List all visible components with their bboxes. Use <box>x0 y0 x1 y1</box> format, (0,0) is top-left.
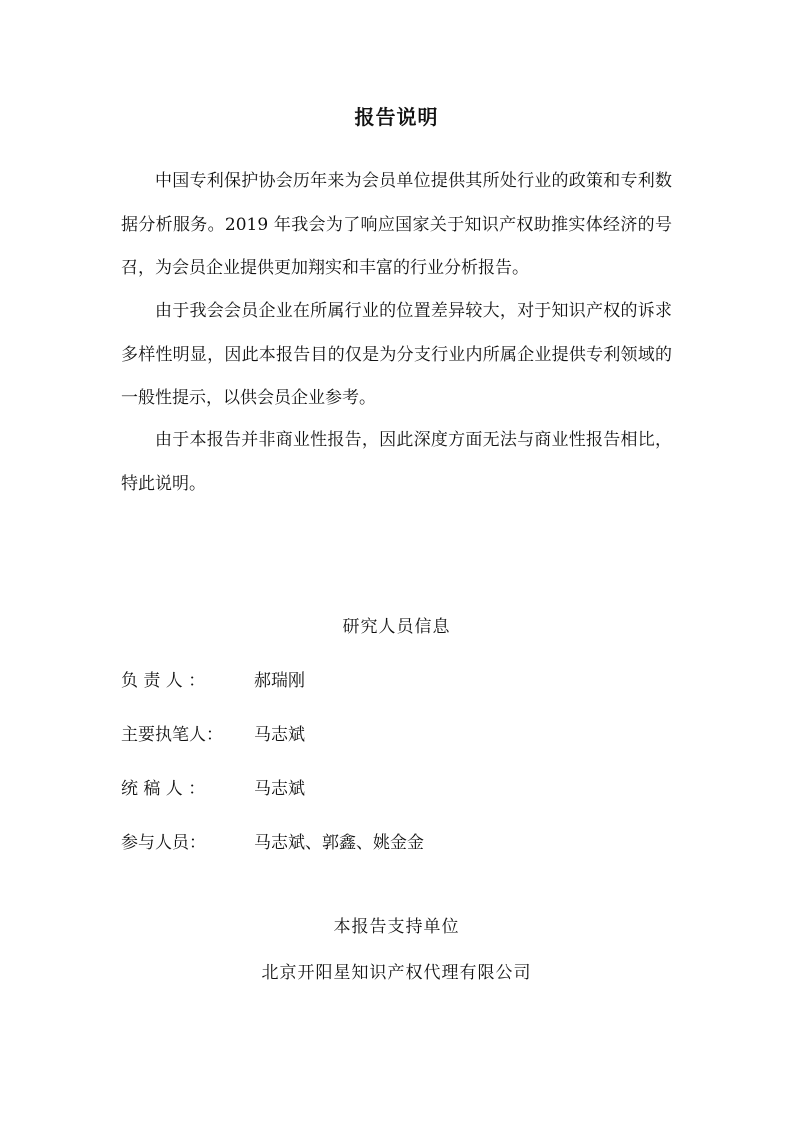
info-row-lead <box>121 666 681 696</box>
info-row-editor <box>121 774 681 804</box>
paragraph-1: 中国专利保护协会历年来为会员单位提供其所处行业的政策和专利数据分析服务。2019 年我会为了响应国家关于知识产权助推实体经济的号召，为会员企业提供更加翔实和丰富的行业分析报告。 <box>121 171 672 278</box>
researchers-heading: 研究人员信息 <box>342 617 451 637</box>
info-value: 马志斌 <box>254 779 305 799</box>
info-value: 马志斌 <box>254 725 305 745</box>
paragraph-3: 由于本报告并非商业性报告，因此深度方面无法与商业性报告相比，特此说明。 <box>121 430 672 494</box>
support-organization: 北京开阳星知识产权代理有限公司 <box>261 963 532 983</box>
report-title: 报告说明 <box>354 105 439 129</box>
info-value: 马志斌、郭鑫、姚金金 <box>254 833 424 853</box>
support-heading: 本报告支持单位 <box>333 917 460 937</box>
info-label: 主要执笔人： <box>121 725 223 745</box>
info-row-main-writer <box>121 720 681 750</box>
paragraph-2: 由于我会会员企业在所属行业的位置差异较大，对于知识产权的诉求多样性明显，因此本报告目的仅是为分支行业内所属企业提供专利领域的一般性提示，以供会员企业参考。 <box>121 301 672 408</box>
info-label: 负 责 人 ： <box>121 671 206 691</box>
info-label: 参与人员： <box>121 833 206 853</box>
info-label: 统 稿 人 ： <box>121 779 206 799</box>
info-row-participants <box>121 828 681 858</box>
info-value: 郝瑞刚 <box>254 671 305 691</box>
